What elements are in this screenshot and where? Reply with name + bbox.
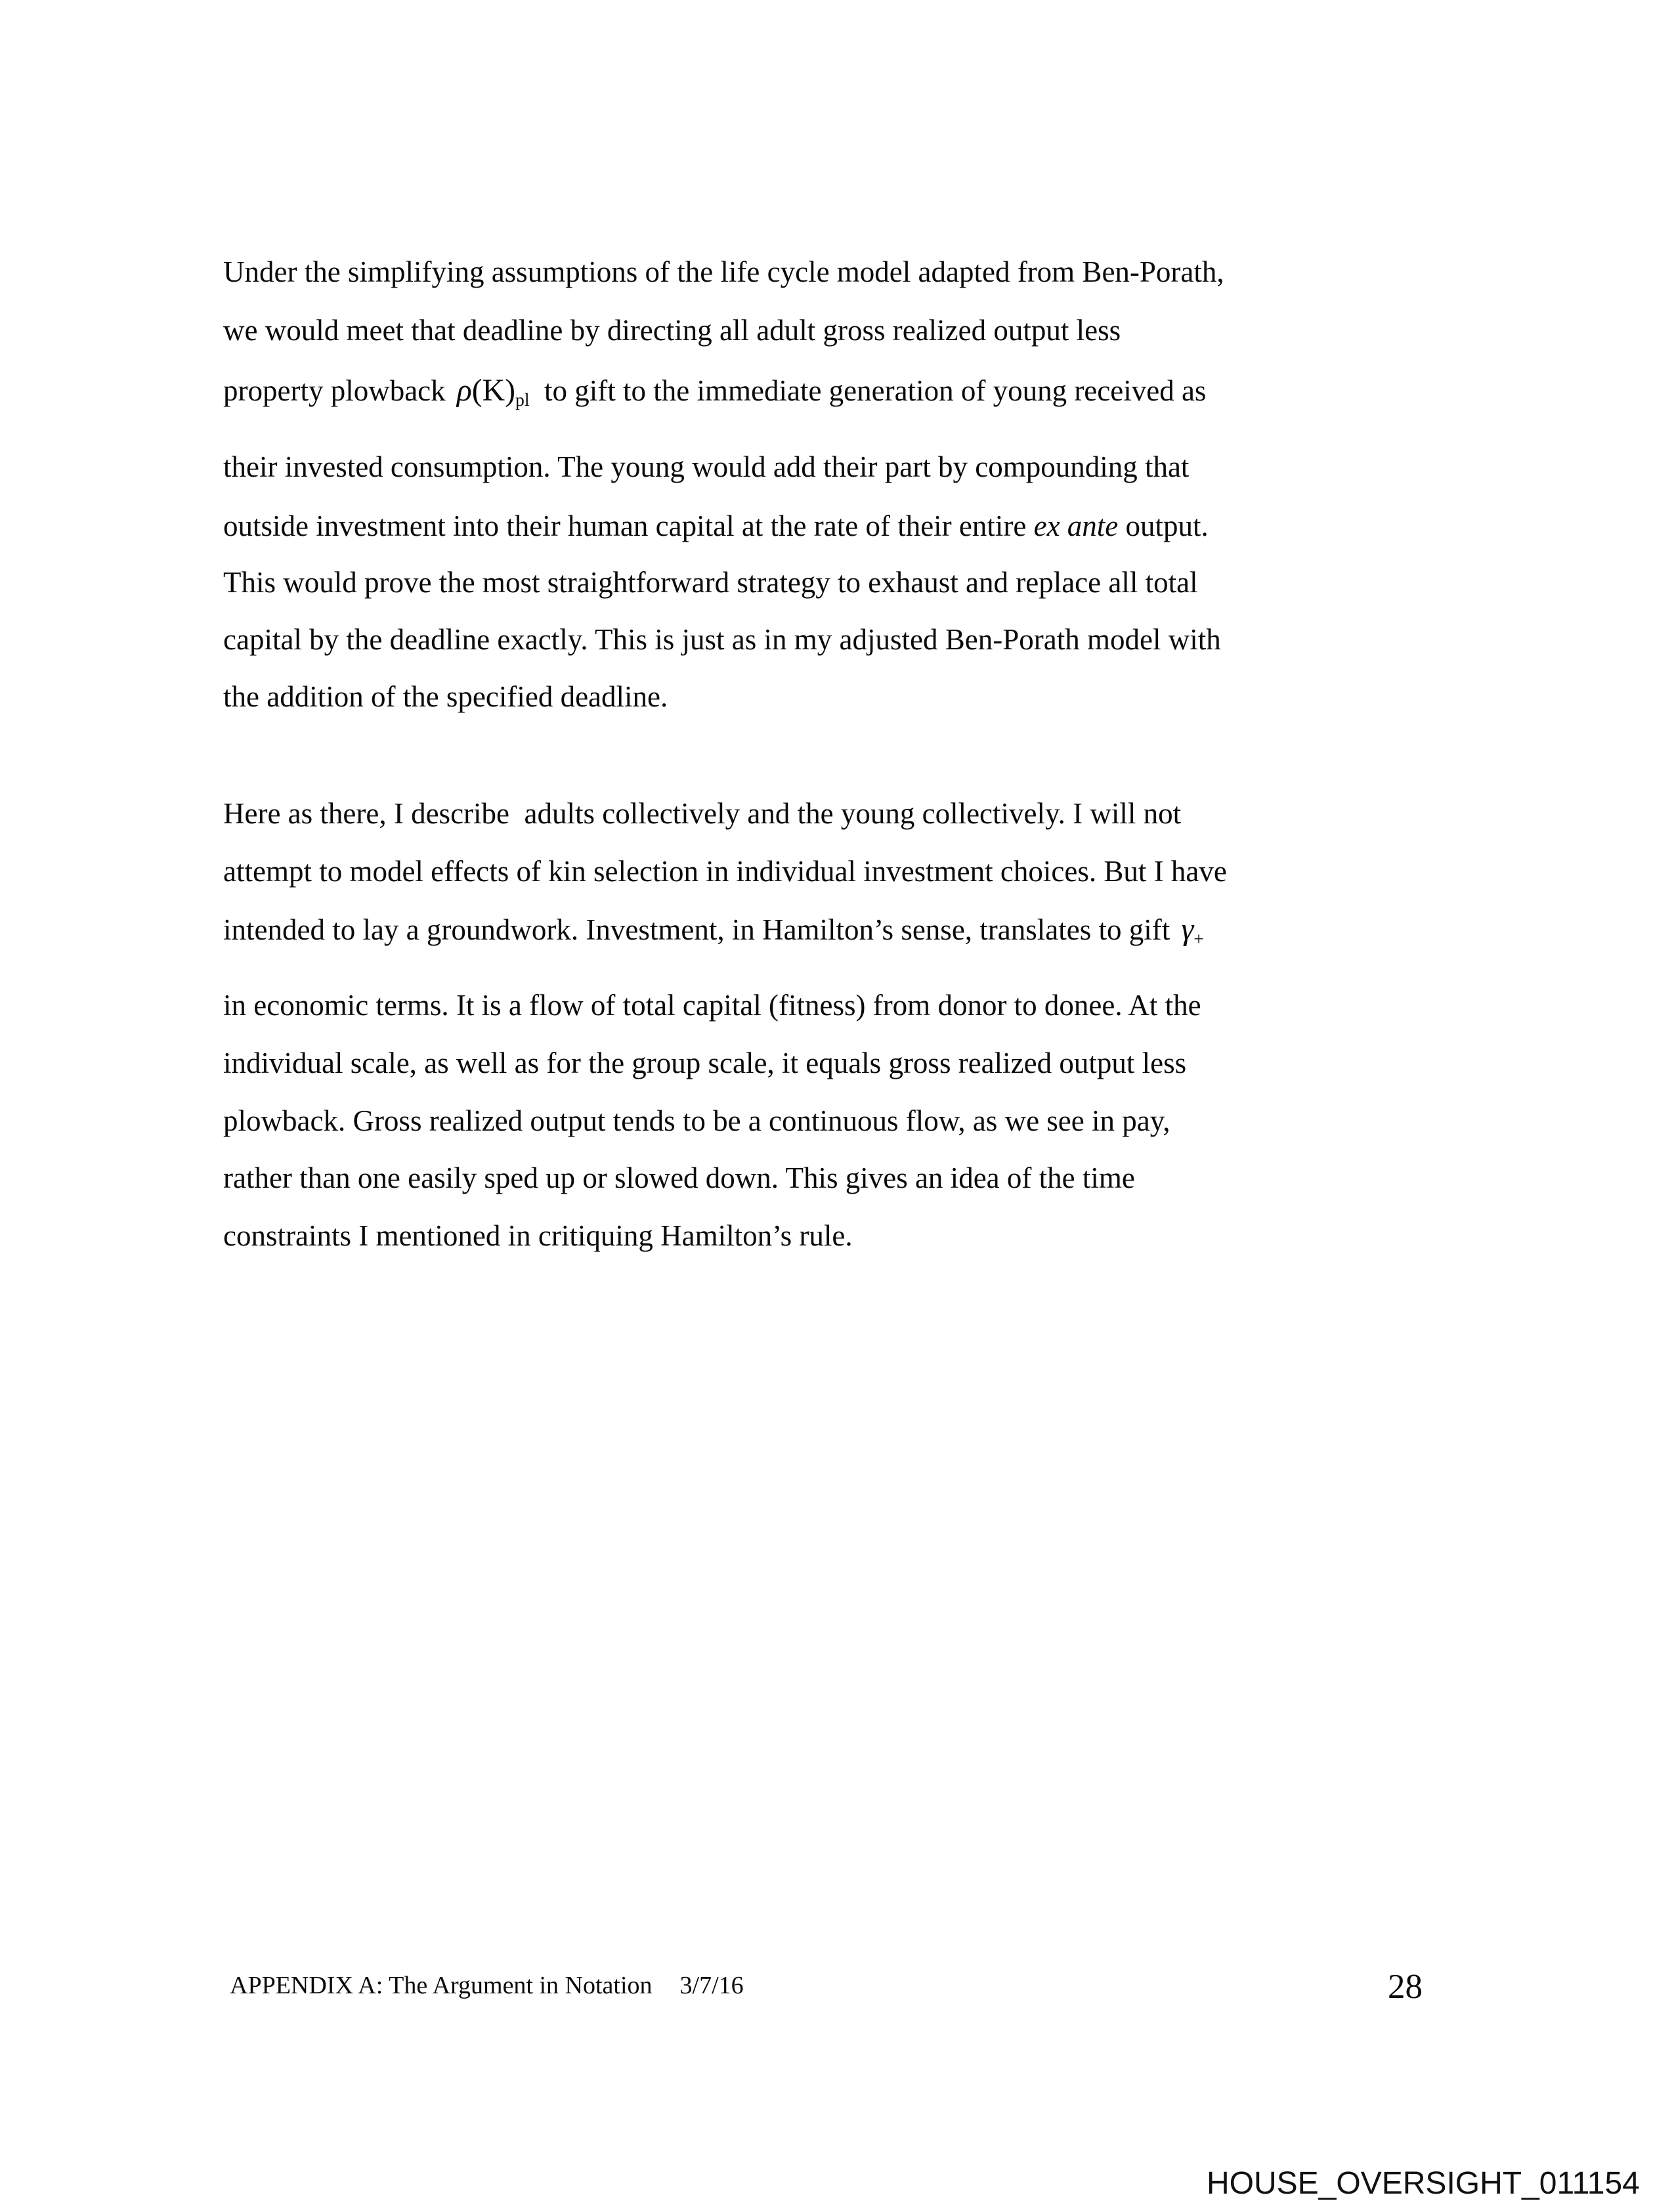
subscript-pl: pl [515,389,530,410]
text-line [223,912,1204,948]
text-segment: Under the simplifying assumptions of the life cycle model adapted from Ben-Porath, [223,255,1224,288]
text-segment: the addition of the specified deadline. [223,680,668,713]
text-segment: their invested consumption. The young would add their part by compounding that [223,450,1190,483]
text-line [223,373,1206,409]
text-line [223,797,1181,831]
footer-date: 3/7/16 [679,1972,744,1999]
text-segment: in economic terms. It is a flow of total capital (fitness) from donor to donee. At the [223,989,1201,1022]
subscript-plus: + [1193,928,1204,949]
footer-title: APPENDIX A: The Argument in Notation [230,1972,653,1999]
text-line [223,1219,853,1253]
italic-ex-ante: ex ante [1033,510,1119,542]
text-segment: This would prove the most straightforward strategy to exhaust and replace all total [223,566,1198,599]
text-segment: outside investment into their human capital at the rate of their entire [223,510,1034,542]
text-line [223,255,1224,290]
text-line [223,1104,1170,1139]
text-line [223,1047,1186,1081]
inline-formula-gamma-plus [1181,912,1203,947]
text-segment: attempt to model effects of kin selection in individual investment choices. But I have [223,855,1227,888]
text-segment: intended to lay a groundwork. Investment, in Hamilton’s sense, translates to gift [223,913,1178,946]
rho-symbol: ρ [456,373,472,408]
text-segment: rather than one easily sped up or slowed down. This gives an idea of the time [223,1161,1135,1194]
text-segment: individual scale, as well as for the group scale, it equals gross realized output less [223,1047,1187,1079]
text-line [223,989,1201,1023]
text-segment: constraints I mentioned in critiquing Hamilton’s rule. [223,1219,853,1252]
gamma-symbol: γ [1181,912,1194,947]
inline-formula-rho-K-pl [457,373,530,408]
text-segment: property plowback [223,374,453,407]
text-line [223,314,1121,348]
text-segment: Here as there, I describe adults collectively and the young collectively. I will not [223,797,1182,830]
page-footer [230,1971,744,2000]
text-line [223,566,1198,600]
bates-number: HOUSE_OVERSIGHT_011154 [1207,2166,1640,2201]
text-segment: to gift to the immediate generation of young received as [529,374,1207,407]
text-segment: output. [1118,510,1209,542]
text-segment: plowback. Gross realized output tends to be a continuous flow, as we see in pay, [223,1104,1170,1137]
text-line [223,1161,1135,1196]
text-segment: capital by the deadline exactly. This is just as in my adjusted Ben-Porath model with [223,623,1221,656]
page-number: 28 [1388,1968,1423,2006]
text-line [223,855,1227,889]
text-line [223,680,668,714]
formula-parens-K: (K) [471,373,515,408]
text-line [223,510,1209,544]
text-line [223,623,1221,657]
text-line [223,450,1189,485]
text-segment: we would meet that deadline by directing all adult gross realized output less [223,314,1121,347]
